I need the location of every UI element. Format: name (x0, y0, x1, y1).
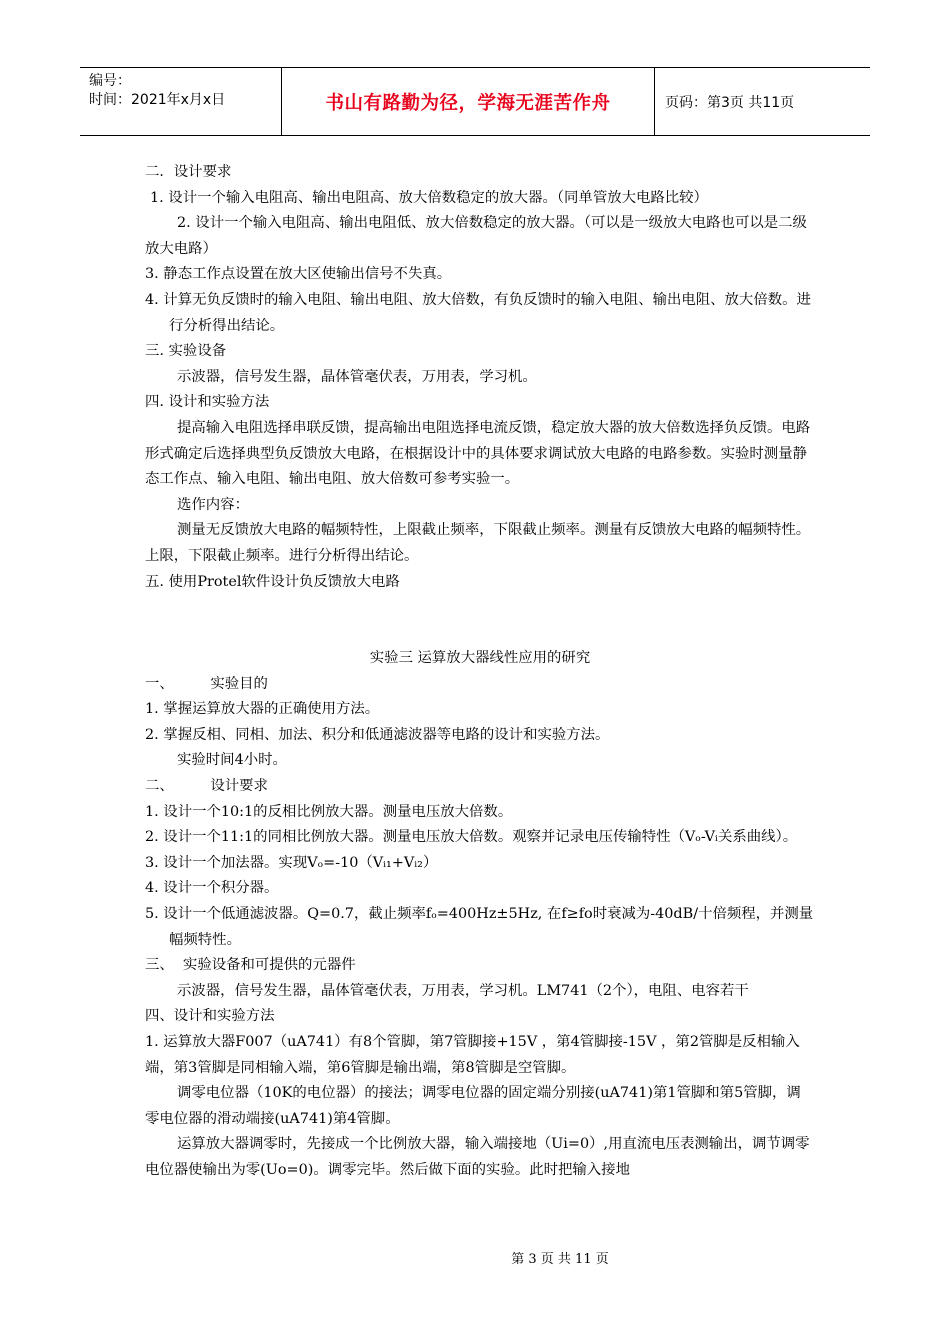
experiment-title: 实验三 运算放大器线性应用的研究 (369, 650, 591, 667)
list-item: 3. 设计一个加法器。实现Vₒ=-10（Vᵢ₁+Vᵢ₂） (145, 854, 438, 871)
paragraph: 1. 运算放大器F007（uA741）有8个管脚，第7管脚接+15V ，第4管脚接-15V ，第2管脚是反相输入端，第3管脚是同相输入端，第6管脚是输出端，第8管脚是空管脚。 (145, 1034, 800, 1076)
paragraph: 运算放大器调零时，先接成一个比例放大器，输入端接地（Ui=0）,用直流电压表测输出，调节调零电位器使输出为零(Uo=0)。调零完毕。然后做下面的实验。此时把输入接地 (145, 1136, 810, 1178)
header-date: 时间：2021年x月x日 (89, 92, 226, 108)
section-title: 二、 设计要求 (145, 778, 268, 795)
paragraph: 1. 设计一个输入电阻高、输出电阻高、放大倍数稳定的放大器。（同单管放大电路比较） (150, 189, 708, 206)
paragraph: 示波器，信号发生器，晶体管毫伏表，万用表，学习机。 (177, 368, 537, 385)
header-meta (80, 68, 282, 135)
header-page-count: 页码：第3页 共11页 (665, 94, 795, 111)
paragraph: 调零电位器（10K的电位器）的接法；调零电位器的固定端分别接(uA741)第1管脚和第5管脚，调零电位器的滑动端接(uA741)第4管脚。 (145, 1085, 801, 1127)
paragraph: 测量无反馈放大电路的幅频特性，上限截止频率，下限截止频率。测量有反馈放大电路的幅频特性。上限，下限截止频率。进行分析得出结论。 (145, 522, 811, 564)
list-item: 2. 掌握反相、同相、加法、积分和低通滤波器等电路的设计和实验方法。 (145, 726, 610, 743)
document-body (145, 160, 815, 1184)
paragraph: 选作内容： (177, 496, 249, 513)
section-title: 三. 实验设备 (145, 343, 227, 360)
list-item: 5. 设计一个低通滤波器。Q=0.7，截止频率fₒ=400Hz±5Hz, 在f≥fo时衰减为-40dB/十倍频程，并测量幅频特性。 (145, 906, 814, 948)
page-header (80, 67, 870, 136)
spacer (145, 595, 815, 646)
section-title: 五. 使用Protel软件设计负反馈放大电路 (145, 573, 400, 590)
section-title: 一、 实验目的 (145, 675, 268, 692)
section-title: 四、设计和实验方法 (145, 1008, 275, 1025)
list-item: 4. 计算无负反馈时的输入电阻、输出电阻、放大倍数，有负反馈时的输入电阻、输出电阻、放大倍数。进行分析得出结论。 (145, 291, 811, 334)
paragraph: 实验时间4小时。 (177, 752, 287, 769)
list-item: 3. 静态工作点设置在放大区使输出信号不失真。 (145, 266, 452, 283)
list-item: 4. 设计一个积分器。 (145, 880, 279, 897)
section-title: 四. 设计和实验方法 (145, 394, 270, 411)
paragraph: 2. 设计一个输入电阻高、输出电阻低、放大倍数稳定的放大器。（可以是一级放大电路也可以是二级放大电路） (145, 215, 807, 257)
list-item: 2. 设计一个11:1的同相比例放大器。测量电压放大倍数。观察并记录电压传输特性（Vₒ-Vᵢ关系曲线）。 (145, 829, 798, 846)
list-item: 1. 设计一个10:1的反相比例放大器。测量电压放大倍数。 (145, 803, 513, 820)
page-footer: 第 3 页 共 11 页 (511, 1252, 609, 1267)
list-item: 1. 掌握运算放大器的正确使用方法。 (145, 701, 380, 718)
section-title: 二．设计要求 (145, 164, 232, 180)
paragraph: 示波器，信号发生器，晶体管毫伏表，万用表，学习机。LM741（2个），电阻、电容若干 (177, 982, 749, 999)
header-motto: 书山有路勤为径，学海无涯苦作舟 (282, 68, 655, 135)
header-number: 编号： (89, 73, 131, 89)
paragraph: 提高输入电阻选择串联反馈，提高输出电阻选择电流反馈，稳定放大器的放大倍数选择负反馈。电路形式确定后选择典型负反馈放大电路，在根据设计中的具体要求调试放大电路的电路参数。实验时测量静态工作点、输入电阻、输出电阻、放大倍数可参考实验一。 (145, 419, 811, 488)
section-title: 三、 实验设备和可提供的元器件 (145, 957, 356, 974)
